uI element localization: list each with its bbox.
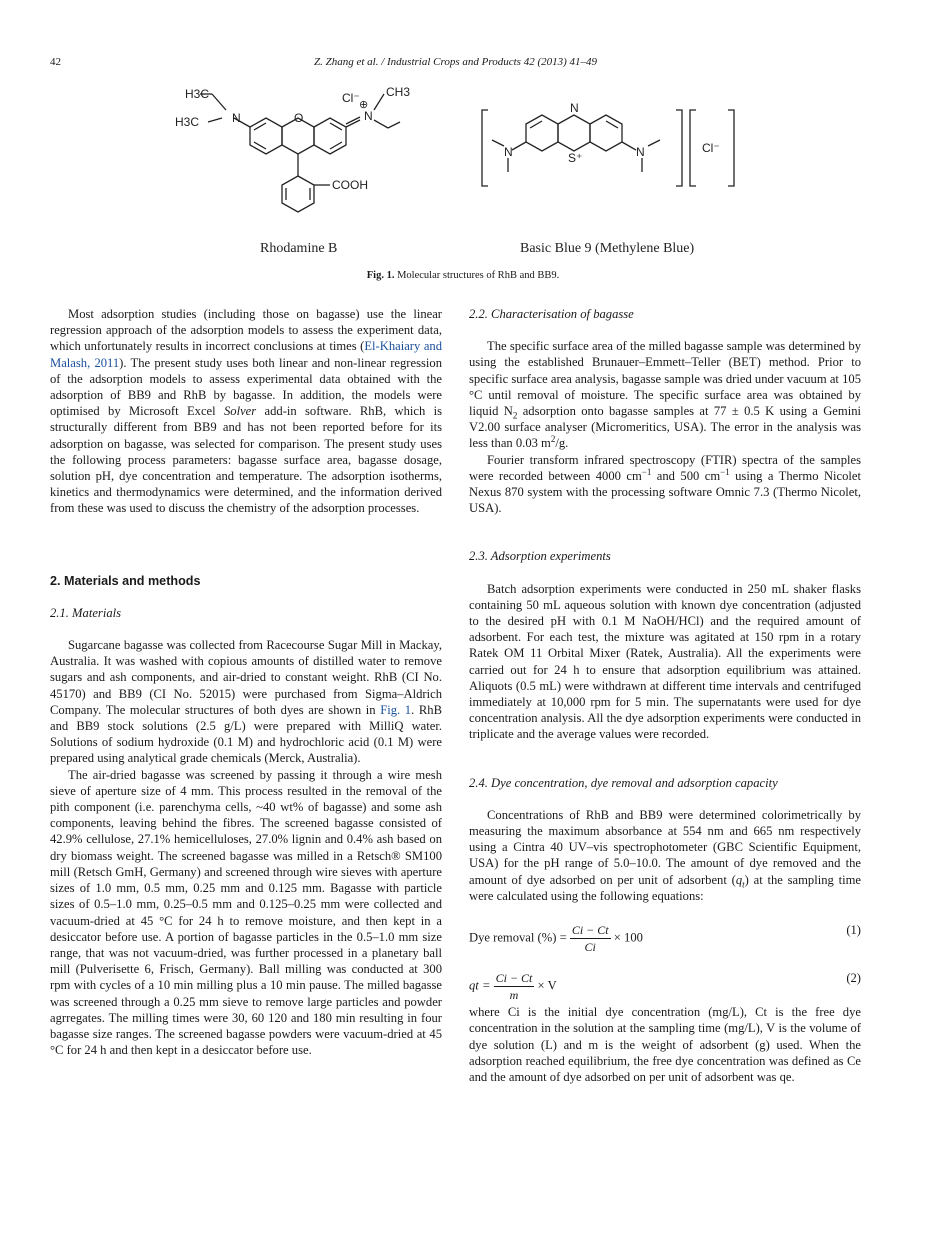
journal-citation: Z. Zhang et al. / Industrial Crops and Products 42 (2013) 41–49	[313, 56, 598, 68]
bb9-cl-bracket-left	[690, 110, 696, 186]
equation-2-numerator: Ci − Ct	[494, 970, 535, 987]
bb9-label-n-left: N	[504, 145, 513, 159]
equation-2-lhs: qt =	[469, 978, 491, 993]
characterisation-paragraph-2	[469, 452, 861, 517]
rhb-label-n1: N	[232, 111, 241, 125]
rhb-label-cl: Cl⁻	[342, 91, 360, 105]
char-text-b: adsorption onto bagasse samples at 77 ± 0.5 K using a Gemini V2.00 surface analyser (Micromeritics, USA). The error in the analysis was less than 0.03 m	[469, 404, 861, 451]
rhb-bond	[374, 94, 384, 110]
rhb-label-o: O	[294, 111, 304, 125]
ftir-sup-2: −1	[720, 466, 730, 477]
characterisation-paragraph-1	[469, 338, 861, 451]
figure-caption	[0, 270, 926, 281]
bb9-ring-center	[558, 115, 590, 151]
page-header	[50, 56, 861, 70]
dye-qt-sub: t	[742, 879, 745, 890]
section-2-2-heading: 2.2. Characterisation of bagasse	[469, 307, 634, 321]
ftir-text-c: using a Thermo Nicolet Nexus 870 system with the processing software Omnic 7.3 (Thermo Nicolet, USA).	[469, 468, 862, 516]
equation-1-numerator: Ci − Ct	[570, 922, 611, 939]
figure-caption-text: Molecular structures of RhB and BB9.	[397, 270, 560, 281]
section-2-heading: 2. Materials and methods	[50, 573, 201, 588]
equation-2-rhs: × V	[537, 978, 557, 993]
bb9-ring-right	[590, 115, 622, 151]
basic-blue-9-structure	[482, 101, 734, 256]
section-2-3-heading: 2.3. Adsorption experiments	[469, 549, 611, 564]
adsorption-paragraph: Batch adsorption experiments were conducted in 250 mL shaker flasks containing 50 mL aqueous solution with known dye concentration (adjusted to the desired pH with 0.1 M NaOH/HCl) and the required amount of adsorbent. For each test, the mixture was agitated at 150 rpm in a rotary Ratek OM 11 Orbital Mixer (Ratek, Australia). All the experiments were carried out for 24 h to ensure that adsorption equilibrium was attained. Aliquots (0.5 mL) were withdrawn at different time intervals and centrifuged immediately at 10,000 rpm for 5 min. The supernatants were used for dye concentration analysis. All the dye adsorption experiments were conducted in triplicate and the average values were recorded.	[469, 581, 861, 742]
rhb-bond	[208, 118, 222, 122]
molecular-structures-diagram	[170, 80, 760, 260]
bb9-bracket-left	[482, 110, 488, 186]
basic-blue-9-name: Basic Blue 9 (Methylene Blue)	[520, 241, 695, 256]
intro-text-c: add-in software. RhB, which is structurally different from BB9 and has not been reported before for its adsorption on bagasse, was selected for comparison. The present study uses the following process parameters: bagasse surface area, bagasse dosage, solution pH, dye concentration and temperature. The adsorption isotherms, kinetics and thermodynamics were determined, and the information derived from these was used to discuss the chemistry of the adsorption processes.	[50, 404, 442, 516]
rhodamine-b-name: Rhodamine B	[260, 241, 338, 256]
equation-2-number: (2)	[846, 971, 861, 986]
intro-text-b: ). The present study uses both linear and non-linear regression of the adsorption models to assess experimental data obtained with the adsorption of BB9 and RhB by bagasse. In addition, the models were optimised by Microsoft Excel	[50, 355, 442, 419]
rhb-label-plus: ⊕	[359, 99, 369, 111]
materials-text-b: . RhB and BB9 stock solutions (2.5 g/L) were prepared with MilliQ water. Solutions of sodium hydroxide (0.1 M) and hydrochloric acid (0.1 M) were prepared using analytical grade chemicals (Merck, Australia).	[50, 702, 442, 766]
char-text-c: /g.	[555, 436, 569, 451]
bb9-label-n-right: N	[636, 145, 645, 159]
char-sup: 2	[550, 434, 556, 445]
equation-1-denominator: Ci	[584, 940, 596, 955]
bb9-cl-bracket-right	[728, 110, 734, 186]
right-column	[469, 306, 861, 1085]
page-number: 42	[50, 56, 61, 68]
ref-fig-1[interactable]: Fig. 1	[380, 702, 412, 717]
materials-paragraph-1	[50, 637, 442, 767]
figure-1	[170, 80, 760, 260]
equation-1-number: (1)	[846, 923, 861, 938]
dye-qt: q	[735, 872, 743, 887]
equation-1-body	[469, 922, 643, 955]
bb9-ring-left	[526, 115, 558, 151]
rhb-label-n2: N	[364, 109, 373, 123]
intro-solver: Solver	[223, 404, 257, 419]
intro-paragraph	[50, 306, 442, 517]
section-2-4-heading: 2.4. Dye concentration, dye removal and adsorption capacity	[469, 775, 778, 790]
rhb-label-ch3: CH3	[386, 85, 411, 99]
ftir-sup-1: −1	[641, 466, 652, 477]
dye-text-a: Concentrations of RhB and BB9 were determined colorimetrically by measuring the maximum absorbance at 554 nm and 665 nm respectively using a Cintra 40 UV–vis spectrophotometer (GBC Scientific Equipment, USA) for the pH range of 5.0–10.0. The amount of dye removed and the amount of dye adsorbed on per unit of adsorbent (	[469, 807, 861, 887]
bb9-label-n-top: N	[570, 101, 579, 115]
rhb-ring-phenyl	[282, 176, 314, 212]
dye-text-b: ) at the sampling time were calculated using the following equations:	[469, 872, 861, 903]
char-text-a: The specific surface area of the milled bagasse sample was determined by using the established Brunauer–Emmett–Teller (BET) method. Prior to specific surface area analysis, bagasse sample was dried under vacuum at 105 °C until removal of moisture. The specific surface area was obtained by liquid N	[469, 339, 861, 419]
bb9-bond	[492, 140, 504, 146]
rhb-bond	[388, 122, 400, 128]
intro-text-a: Most adsorption studies (including those on bagasse) use the linear regression approach of the adsorption models to assess the experiment data, which unfortunately results in incorrect conclusions at times (	[50, 307, 442, 354]
figure-caption-label: Fig. 1.	[366, 270, 395, 281]
bb9-bond	[530, 121, 542, 128]
equation-1-fraction	[570, 922, 611, 955]
materials-text-a: Sugarcane bagasse was collected from Racecourse Sugar Mill in Mackay, Australia. It was washed with copious amounts of distilled water to remove sugars and ash components, and air-dried to constant weight. RhB (CI No. 45170) and BB9 (CI No. 52015) were purchased from Sigma–Aldrich Company. The molecular structures of both dyes are shown in	[50, 638, 442, 717]
left-column	[50, 306, 442, 1058]
rhb-bond	[212, 94, 226, 110]
equation-2-body	[469, 970, 557, 1003]
bb9-bracket-right	[676, 110, 682, 186]
equation-2-denominator: m	[509, 988, 519, 1003]
dye-concentration-paragraph	[469, 807, 861, 904]
materials-paragraph-2: The air-dried bagasse was screened by passing it through a wire mesh sieve of aperture size of 4 mm. This process resulted in the removal of the pith component (i.e. parenchyma cells, ~40 wt% of bagasse) and some ash components, leaving behind the fibres. The screened bagasse consisted of 42.9% cellulose, 27.1% hemicelluloses, 27.0% lignin and 0.4% ash based on dry biomass weight. The screened bagasse was milled in a Retsch® SM100 mill (Retsch GmH, Germany) and screened through wire sieves with aperture sizes of 1.0 mm, 0.5 mm, 0.25 mm and 0.125 mm. Bagasse with particle sizes of 0.5–1.0 mm, 0.25–0.5 mm and 0.125–0.25 mm were collected and vacuum-dried at 45 °C for 24 h to remove moisture, and then kept in a desiccator before use. A portion of bagasse particles in the 0.5–1.0 mm size range, that was not vacuum-dried, was further processed in a planetary ball mill (Pulverisette 6, Frisch, Germany). Ball milling was conducted at 300 rpm with cycles of a 10 min milling plus a 10 min pause. The milled bagasse was screened through a 0.25 mm sieve to remove large particles and powder agrregates. The milling times were 30, 60 120 and 180 min resulting in four bagasse size ranges. The screened bagasse powders were vacuum-dried at 45 °C for 24 h and then kept in a desiccator before use.	[50, 767, 442, 1058]
rhb-bond	[374, 120, 388, 128]
bb9-label-s: S⁺	[568, 151, 583, 165]
rhb-label-cooh: COOH	[332, 178, 368, 192]
char-sub: 2	[512, 410, 518, 421]
ref-el-khaiary-2011[interactable]: El-Khaiary and Malash, 2011	[50, 339, 443, 370]
section-2-1-heading: 2.1. Materials	[50, 605, 122, 620]
rhodamine-b-structure	[175, 85, 410, 256]
rhb-label-h3c-2: H3C	[175, 115, 200, 129]
where-paragraph: where Ci is the initial dye concentration (mg/L), Ct is the free dye concentration in the solution at the sampling time (mg/L), V is the volume of dye solution (L) and m is the weight of adsorbent (g) used. When the adsorption reached equilibrium, the free dye concentration was defined as Ce and the amount of dye adsorbed on per unit of adsorbent was qe.	[469, 1005, 861, 1084]
ftir-text-b: and 500 cm	[651, 468, 721, 483]
equation-1-rhs: × 100	[613, 930, 643, 945]
rhb-label-h3c-1: H3C	[185, 87, 210, 101]
equation-2-fraction	[494, 970, 535, 1003]
bb9-label-cl: Cl⁻	[702, 141, 720, 155]
equation-1-lhs: Dye removal (%) =	[469, 930, 567, 945]
bb9-bond	[512, 142, 526, 150]
ftir-text-a: Fourier transform infrared spectroscopy (FTIR) spectra of the samples were recorded between 4000 cm	[469, 452, 861, 483]
bb9-bond	[622, 142, 636, 150]
bb9-bond	[648, 140, 660, 146]
bb9-bond	[606, 121, 618, 128]
equation-1	[469, 912, 861, 955]
equation-2	[469, 960, 861, 1003]
